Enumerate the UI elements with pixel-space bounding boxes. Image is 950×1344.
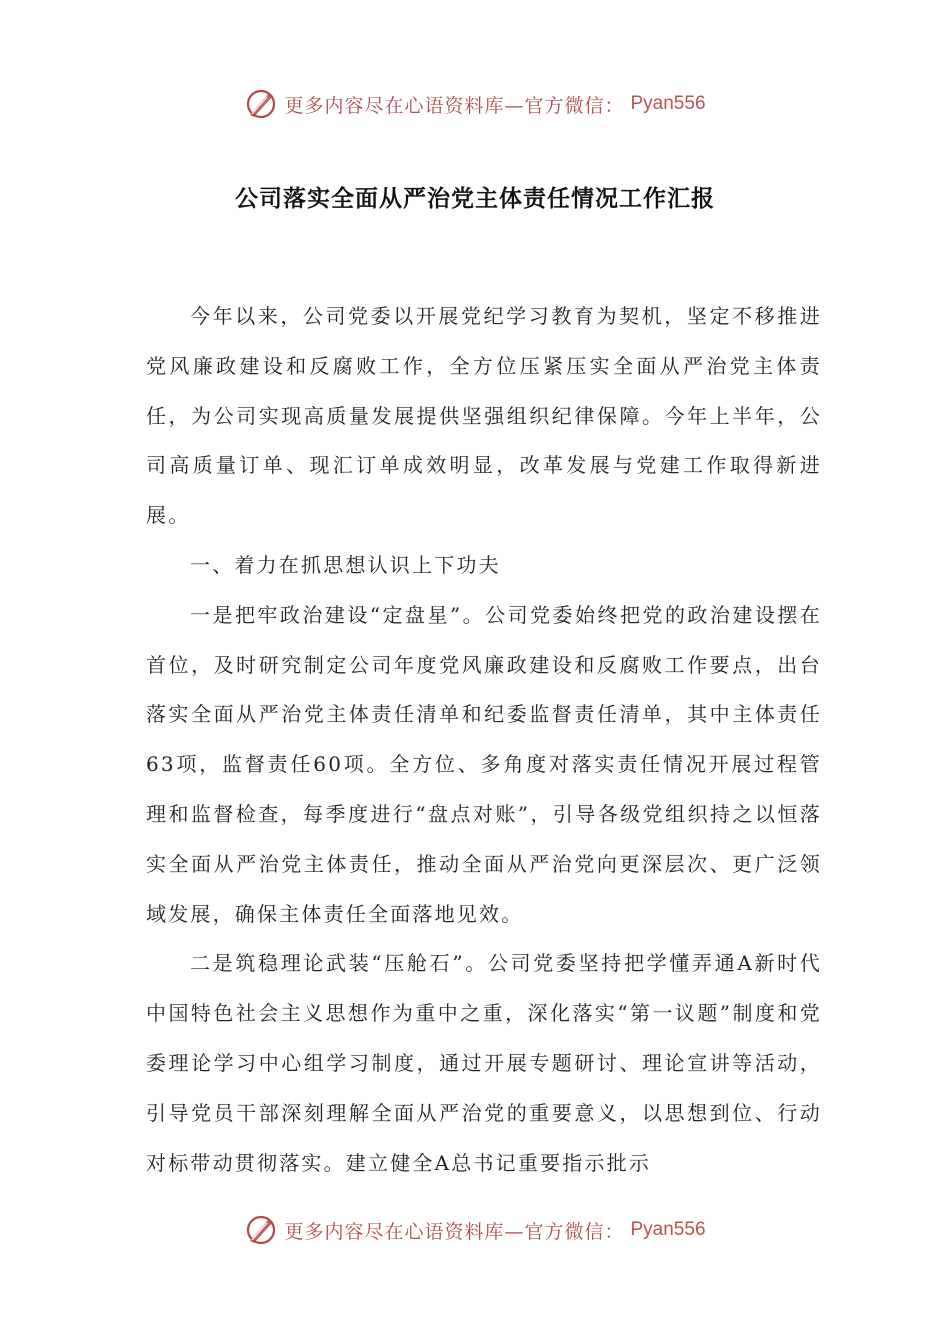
- section-heading-1: 一、着力在抓思想认识上下功夫: [190, 552, 501, 577]
- watermark-banner-top: [0, 84, 950, 124]
- watermark-wechat-id: Pyan556: [630, 1219, 706, 1240]
- document-title: 公司落实全面从严治党主体责任情况工作汇报: [235, 185, 715, 212]
- watermark-wechat-id: Pyan556: [630, 93, 706, 114]
- watermark-text: 更多内容尽在心语资料库—官方微信：: [284, 1220, 625, 1243]
- watermark-banner-bottom: [0, 1210, 950, 1250]
- quill-pen-logo-icon: [244, 87, 278, 121]
- watermark-text: 更多内容尽在心语资料库—官方微信：: [284, 94, 625, 117]
- paragraph-political-building: 一是把牢政治建设“定盘星”。公司党委始终把党的政治建设摆在首位，及时研究制定公司年度党风廉政建设和反腐败工作要点，出台落实全面从严治党主体责任清单和纪委监督责任清单，其中主体责任63项，监督责任60项。全方位、多角度对落实责任情况开展过程管理和监督检查，每季度进行“盘点对账”，引导各级党组织持之以恒落实全面从严治党主体责任，推动全面从严治党向更深层次、更广泛领域发展，确保主体责任全面落地见效。: [146, 602, 822, 926]
- paragraph-intro: 今年以来，公司党委以开展党纪学习教育为契机，坚定不移推进党风廉政建设和反腐败工作，全方位压紧压实全面从严治党主体责任，为公司实现高质量发展提供坚强组织纪律保障。今年上半年，公司高质量订单、现汇订单成效明显，改革发展与党建工作取得新进展。: [146, 304, 822, 528]
- document-body: [146, 292, 822, 1188]
- paragraph-theory-armament: 二是筑稳理论武装“压舱石”。公司党委坚持把学懂弄通A新时代中国特色社会主义思想作为重中之重，深化落实“第一议题”制度和党委理论学习中心组学习制度，通过开展专题研讨、理论宣讲等活动，引导党员干部深刻理解全面从严治党的重要意义，以思想到位、行动对标带动贯彻落实。建立健全A总书记重要指示批示: [146, 951, 822, 1175]
- quill-pen-logo-icon: [244, 1213, 278, 1247]
